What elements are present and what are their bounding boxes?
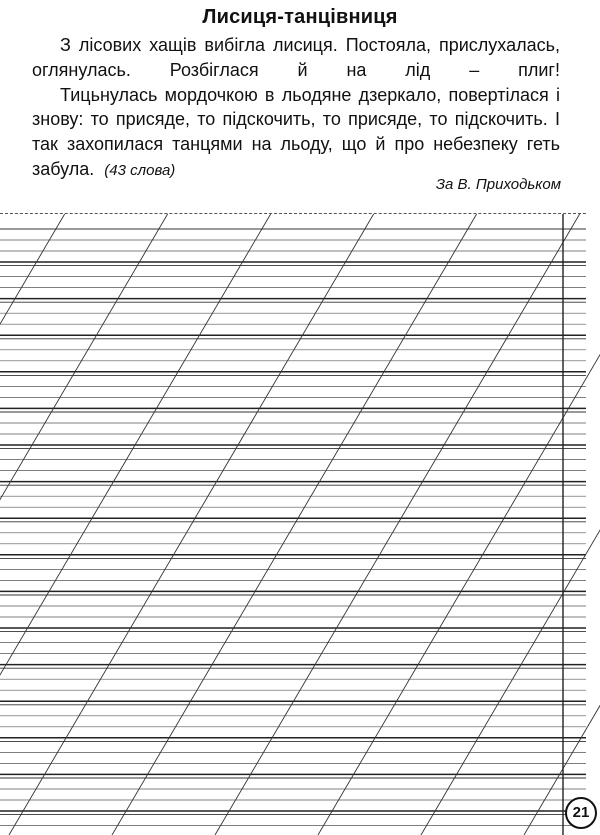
paragraph-1: З лісових хащів вибігла лисиця. Постояла, прислухалась, оглянулась. Розбіглася й на лід – плиг! — [32, 35, 560, 80]
paragraph-2-text: Тицьнулась мордочкою в льодяне дзеркало, повертілася і знову: то присяде, то підскочить, то присяде, то підскочить. І так захопилася танцями на льоду, що й про небезпеку геть забула. — [32, 84, 560, 179]
handwriting-ruling — [0, 214, 600, 835]
paragraph-2 — [32, 83, 560, 184]
attribution: За В. Приходьком — [435, 176, 561, 193]
page-title: Лисиця-танцівниця — [202, 6, 398, 28]
page-number: 21 — [565, 797, 597, 829]
word-count: (43 слова) — [104, 161, 176, 179]
dictation-text — [32, 33, 560, 184]
